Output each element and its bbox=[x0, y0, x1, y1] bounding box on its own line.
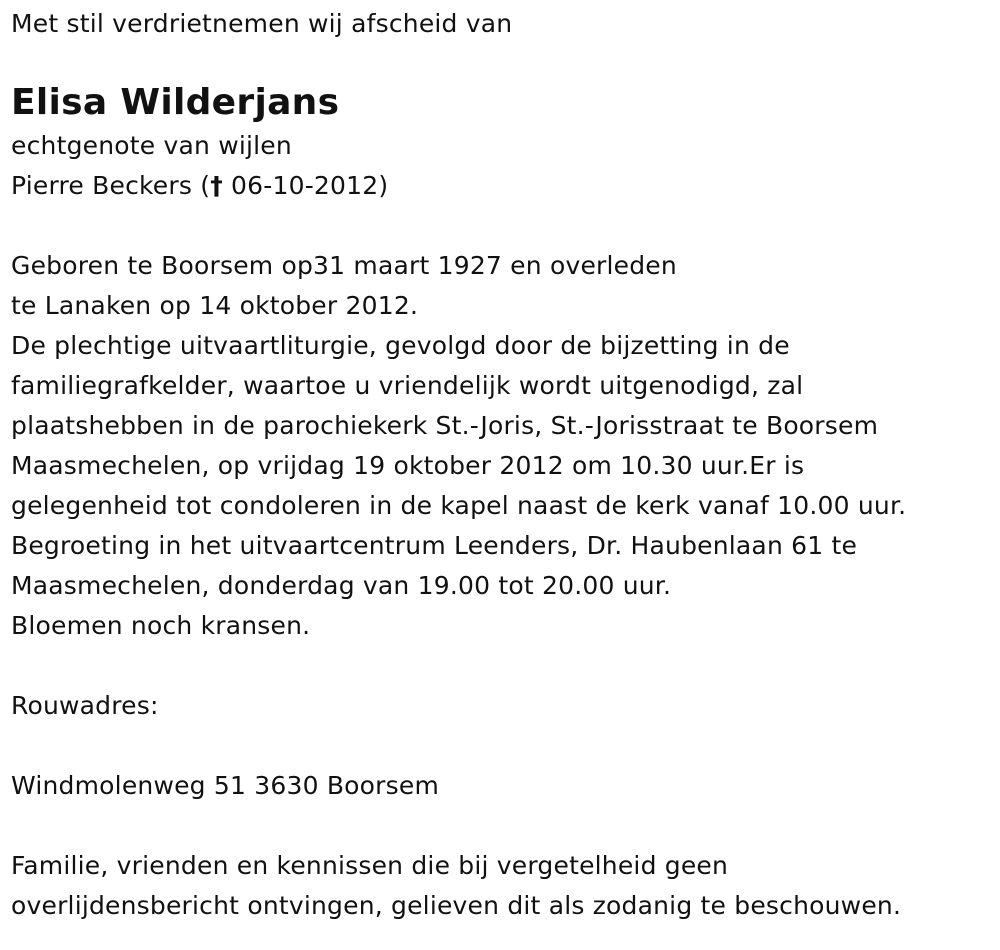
announcement-line: Geboren te Boorsem op31 maart 1927 en overleden bbox=[11, 251, 677, 280]
announcement-line: familiegrafkelder, waartoe u vriendelijk wordt uitgenodigd, zal bbox=[11, 371, 804, 400]
announcement-line: gelegenheid tot condoleren in de kapel naast de kerk vanaf 10.00 uur. bbox=[11, 491, 907, 520]
spacer bbox=[11, 646, 1000, 686]
spacer bbox=[11, 726, 1000, 766]
cross-icon: † bbox=[210, 171, 223, 200]
announcement-line: Maasmechelen, op vrijdag 19 oktober 2012 om 10.30 uur.Er is bbox=[11, 451, 805, 480]
deceased-name: Elisa Wilderjans bbox=[11, 82, 340, 123]
announcement-line: Begroeting in het uitvaartcentrum Leenders, Dr. Haubenlaan 61 te bbox=[11, 531, 858, 560]
announcement-paragraph bbox=[11, 246, 1000, 646]
announcement-line: te Lanaken op 14 oktober 2012. bbox=[11, 291, 419, 320]
closing-paragraph bbox=[11, 846, 1000, 926]
spacer bbox=[11, 206, 1000, 246]
mourning-address-label: Rouwadres: bbox=[11, 691, 159, 720]
announcement-line: De plechtige uitvaartliturgie, gevolgd door de bijzetting in de bbox=[11, 331, 790, 360]
spouse-relation: echtgenote van wijlen bbox=[11, 131, 292, 160]
announcement-line: plaatshebben in de parochiekerk St.-Joris, St.-Jorisstraat te Boorsem bbox=[11, 411, 879, 440]
closing-line: overlijdensbericht ontvingen, gelieven dit als zodanig te beschouwen. bbox=[11, 891, 902, 920]
announcement-line: Maasmechelen, donderdag van 19.00 tot 20.00 uur. bbox=[11, 571, 672, 600]
announcement-line: Bloemen noch kransen. bbox=[11, 611, 311, 640]
spouse-line bbox=[11, 166, 1000, 206]
spacer bbox=[11, 806, 1000, 846]
spouse-death-date: 06-10-2012) bbox=[222, 171, 389, 200]
spouse-name: Pierre Beckers ( bbox=[11, 171, 211, 200]
closing-line: Familie, vrienden en kennissen die bij vergetelheid geen bbox=[11, 851, 729, 880]
mourning-address: Windmolenweg 51 3630 Boorsem bbox=[11, 771, 439, 800]
intro-text: Met stil verdrietnemen wij afscheid van bbox=[11, 9, 513, 38]
